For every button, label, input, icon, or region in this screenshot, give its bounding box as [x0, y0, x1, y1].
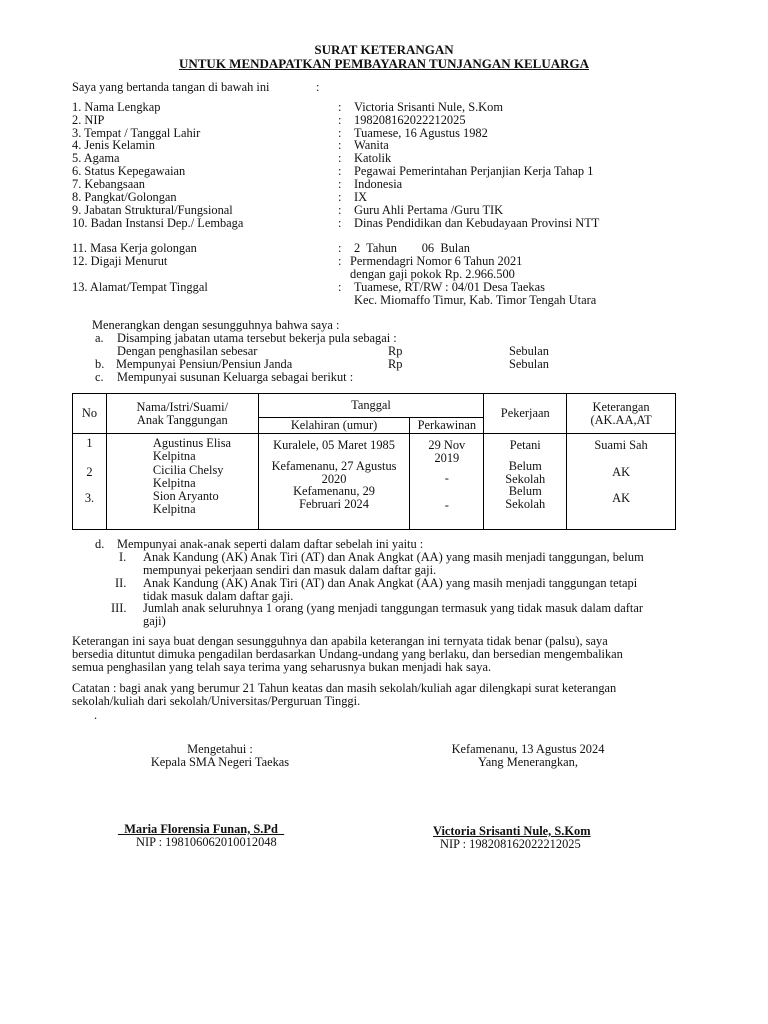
field-label: 13. Alamat/Tempat Tinggal: [72, 280, 208, 294]
item-b-rp: Rp: [388, 357, 403, 371]
cell-perkawinan: [410, 434, 484, 530]
intro-text: Saya yang bertanda tangan di bawah ini: [72, 80, 270, 94]
item-a-rp: Rp: [388, 344, 403, 358]
header-ket-line2: (AK.AA,AT: [590, 412, 652, 427]
stray-dot: .: [94, 708, 98, 722]
field-colon: :: [338, 203, 342, 217]
header-ket-line1: Keterangan: [592, 400, 650, 414]
cell-keterangan: [567, 434, 676, 530]
field-colon: :: [338, 138, 342, 152]
field-colon: :: [338, 216, 342, 230]
cell-pekerjaan: [484, 434, 567, 530]
header-perkawinan: Perkawinan: [410, 418, 484, 434]
roman-line: Jumlah anak seluruhnya 1 orang (yang menjadi tanggungan termasuk yang tidak masuk dalam daftar: [143, 601, 643, 615]
field-colon: :: [338, 241, 342, 255]
row-kawin: 29 Nov: [428, 438, 466, 452]
sign-left-title: Kepala SMA Negeri Taekas: [150, 755, 290, 769]
field-colon: :: [338, 126, 342, 140]
note-line: Catatan : bagi anak yang berumur 21 Tahun keatas dan masih sekolah/kuliah agar dilengkapi surat keterangan: [72, 681, 617, 695]
field-label: 7. Kebangsaan: [72, 177, 145, 191]
field-value-continued: Kec. Miomaffo Timur, Kab. Timor Tengah Utara: [354, 293, 597, 307]
header-no: No: [73, 394, 107, 434]
field-value: Guru Ahli Pertama /Guru TIK: [354, 203, 504, 217]
roman-line: gaji): [143, 614, 166, 628]
item-a-text: Disamping jabatan utama tersebut bekerja pula sebagai :: [117, 331, 397, 345]
field-label: 8. Pangkat/Golongan: [72, 190, 177, 204]
field-label: 1. Nama Lengkap: [72, 100, 161, 114]
header-nama: [106, 394, 258, 434]
sign-left-label: Mengetahui :: [187, 742, 253, 756]
row-kerja: Sekolah: [505, 471, 546, 486]
item-d-marker: d.: [95, 537, 105, 551]
row-lahir: 2020: [321, 471, 347, 486]
row-nama: Cicilia Chelsy Kelpitna: [152, 463, 224, 490]
item-b-sebulan: Sebulan: [509, 357, 549, 371]
field-label: 5. Agama: [72, 151, 120, 165]
item-c-marker: c.: [95, 370, 104, 384]
header-nama-line1: Nama/Istri/Suami/: [136, 400, 229, 414]
roman-line: mempunyai pekerjaan sendiri dan masuk dalam daftar gaji.: [143, 563, 437, 577]
field-value: Tuamese, RT/RW : 04/01 Desa Taekas: [354, 280, 545, 294]
field-label: 2. NIP: [72, 113, 105, 127]
field-value: IX: [354, 190, 368, 204]
field-value-continued: dengan gaji pokok Rp. 2.966.500: [350, 267, 515, 281]
header-keterangan: [567, 394, 676, 434]
field-colon: :: [338, 190, 342, 204]
document-title: SURAT KETERANGAN: [314, 42, 454, 57]
table-row: [73, 434, 676, 530]
row-nama: Sion Aryanto Kelpitna: [152, 489, 219, 516]
field-colon: :: [338, 177, 342, 191]
item-b-text: Mempunyai Pensiun/Pensiun Janda: [116, 357, 293, 371]
roman-num: II.: [115, 576, 127, 590]
field-colon: :: [338, 164, 342, 178]
row-ket: AK: [612, 465, 631, 479]
table-header-row: [73, 394, 676, 418]
row-kawin: 2019: [434, 450, 460, 465]
field-label: 3. Tempat / Tanggal Lahir: [72, 126, 201, 140]
row-ket: AK: [612, 491, 631, 505]
field-colon: :: [338, 254, 342, 268]
field-value: Katolik: [354, 151, 392, 165]
field-label: 11. Masa Kerja golongan: [72, 241, 197, 255]
document-subtitle: UNTUK MENDAPATKAN PEMBAYARAN TUNJANGAN KELUARGA: [178, 56, 589, 71]
field-label: 9. Jabatan Struktural/Fungsional: [72, 203, 233, 217]
field-value: Victoria Srisanti Nule, S.Kom: [354, 100, 503, 114]
header-tanggal: Tanggal: [258, 394, 484, 418]
field-colon: :: [338, 151, 342, 165]
sign-right-name: Victoria Srisanti Nule, S.Kom: [433, 824, 591, 838]
row-nama: Agustinus Elisa Kelpitna: [152, 436, 232, 463]
item-c-text: Mempunyai susunan Keluarga sebagai berikut :: [117, 370, 354, 384]
field-value: 198208162022212025: [354, 113, 466, 127]
row-no: 1: [86, 436, 93, 450]
row-kawin: -: [444, 470, 449, 485]
row-kerja: Belum: [508, 484, 542, 498]
row-lahir: Kuralele, 05 Maret 1985: [273, 438, 395, 452]
field-value: Wanita: [354, 138, 389, 152]
note-line: sekolah/kuliah dari sekolah/Universitas/Perguruan Tinggi.: [72, 694, 361, 708]
declaration-line: Keterangan ini saya buat dengan sesungguhnya dan apabila keterangan ini ternyata tidak benar (palsu), saya: [72, 634, 608, 648]
roman-line: Anak Kandung (AK) Anak Tiri (AT) dan Anak Angkat (AA) yang masih menjadi tanggungan tetapi: [143, 576, 638, 590]
field-label: 4. Jenis Kelamin: [72, 138, 155, 152]
intro-colon: :: [316, 80, 320, 94]
declaration-line: bersedia dituntut dimuka pengadilan berdasarkan Undang-undang yang berlaku, dan bersedian mengembalikan: [72, 647, 623, 661]
item-a-marker: a.: [95, 331, 104, 345]
roman-num: I.: [119, 550, 127, 564]
field-colon: :: [338, 100, 342, 114]
field-value: Tuamese, 16 Agustus 1982: [354, 126, 488, 140]
cell-no: [73, 434, 107, 530]
field-value: 2 Tahun 06 Bulan: [354, 241, 470, 255]
item-a-sebulan: Sebulan: [509, 344, 549, 358]
header-kelahiran: Kelahiran (umur): [258, 418, 410, 434]
sign-right-title: Yang Menerangkan,: [478, 755, 578, 769]
field-value: Indonesia: [354, 177, 403, 191]
roman-line: Anak Kandung (AK) Anak Tiri (AT) dan Anak Angkat (AA) yang masih menjadi tanggungan, belum: [143, 550, 644, 564]
row-no: 2: [86, 465, 93, 479]
row-kerja: Sekolah: [505, 496, 546, 511]
family-table: [72, 393, 676, 530]
statement-intro: Menerangkan dengan sesungguhnya bahwa saya :: [92, 318, 340, 332]
declaration-line: semua penghasilan yang telah saya terima yang seharusnya bukan menjadi hak saya.: [72, 660, 492, 674]
field-value: Pegawai Pemerintahan Perjanjian Kerja Tahap 1: [354, 164, 594, 178]
field-value: Permendagri Nomor 6 Tahun 2021: [350, 254, 523, 268]
item-a-income-label: Dengan penghasilan sebesar: [117, 344, 258, 358]
row-lahir: Februari 2024: [299, 496, 369, 511]
row-lahir: Kefamenanu, 27 Agustus: [271, 459, 397, 473]
field-label: 6. Status Kepegawaian: [72, 164, 186, 178]
field-colon: :: [338, 280, 342, 294]
sign-right-nip: NIP : 198208162022212025: [440, 837, 581, 851]
cell-kelahiran: [258, 434, 410, 530]
field-label: 10. Badan Instansi Dep./ Lembaga: [72, 216, 244, 230]
cell-nama: [106, 434, 258, 530]
row-lahir: Kefamenanu, 29: [293, 484, 375, 498]
field-label: 12. Digaji Menurut: [72, 254, 168, 268]
row-no: 3.: [84, 491, 95, 505]
item-b-marker: b.: [95, 357, 105, 371]
sign-left-nip: NIP : 198106062010012048: [136, 835, 277, 849]
row-kerja: Belum: [508, 459, 542, 473]
row-kawin: -: [444, 497, 449, 512]
header-pekerjaan: Pekerjaan: [484, 394, 567, 434]
row-ket: Suami Sah: [594, 438, 648, 452]
roman-line: tidak masuk dalam daftar gaji.: [143, 589, 294, 603]
sign-left-name: _Maria Florensia Funan, S.Pd_: [118, 822, 285, 836]
roman-num: III.: [111, 601, 127, 615]
item-d-text: Mempunyai anak-anak seperti dalam daftar sebelah ini yaitu :: [117, 537, 424, 551]
header-nama-line2: Anak Tanggungan: [136, 412, 228, 427]
row-kerja: Petani: [509, 438, 541, 452]
field-value: Dinas Pendidikan dan Kebudayaan Provinsi NTT: [354, 216, 600, 230]
field-colon: :: [338, 113, 342, 127]
sign-right-date: Kefamenanu, 13 Agustus 2024: [451, 742, 605, 756]
